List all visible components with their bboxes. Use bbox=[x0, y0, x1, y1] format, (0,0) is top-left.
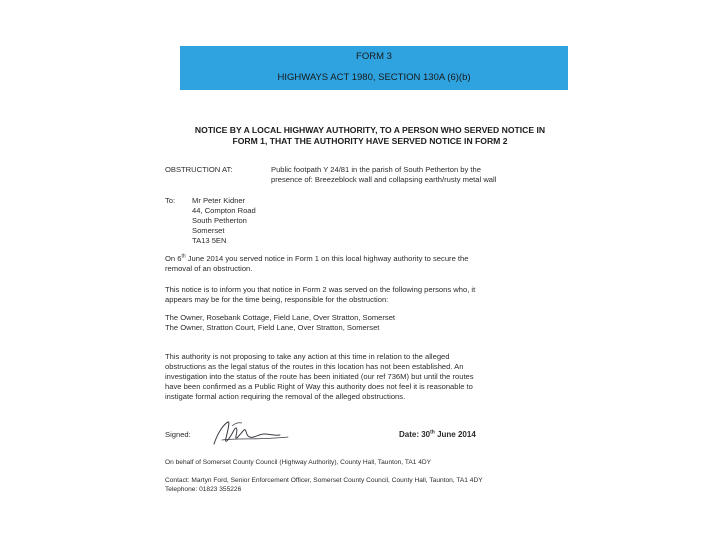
form-number: FORM 3 bbox=[356, 51, 392, 62]
address-line-1: Mr Peter Kidner bbox=[192, 196, 246, 205]
owner-line-1: The Owner, Rosebank Cottage, Field Lane, Over Stratton, Somerset bbox=[165, 313, 396, 322]
contact-telephone: Telephone: 01823 355226 bbox=[165, 486, 242, 493]
address-line-3: South Petherton bbox=[192, 216, 247, 225]
notice-heading bbox=[170, 125, 570, 147]
address-line-5: TA13 5EN bbox=[192, 236, 227, 245]
paragraph-3-line-5: instigate formal action requiring the removal of the alleged obstructions. bbox=[165, 392, 406, 401]
signed-label: Signed: bbox=[165, 430, 191, 439]
paragraph-3-line-4: have been confirmed as a Public Right of Way this authority does not feel it is reasonable to bbox=[165, 382, 473, 391]
paragraph-2-line-2: appears may be for the time being, responsible for the obstruction: bbox=[165, 295, 389, 304]
obstruction-line-1: Public footpath Y 24/81 in the parish of South Petherton by the bbox=[271, 165, 481, 174]
obstruction-line-2: presence of: Breezeblock wall and collapsing earth/rusty metal wall bbox=[271, 175, 497, 184]
obstruction-label: OBSTRUCTION AT: bbox=[165, 165, 233, 174]
contact-line-1: Contact: Martyn Ford, Senior Enforcement Officer, Somerset County Council, County Hall, Taunton, TA1 4DY bbox=[165, 477, 483, 484]
paragraph-1-line-2: removal of an obstruction. bbox=[165, 264, 253, 273]
signature-date: Date: 30th June 2014 bbox=[399, 429, 476, 439]
form-title-banner bbox=[180, 46, 568, 90]
address-line-2: 44, Compton Road bbox=[192, 206, 256, 215]
signature-image bbox=[208, 418, 298, 452]
on-behalf-of: On behalf of Somerset County Council (Highway Authority), County Hall, Taunton, TA1 4DY bbox=[165, 459, 432, 466]
paragraph-3-line-1: This authority is not proposing to take any action at this time in relation to the alleged bbox=[165, 352, 450, 361]
heading-line-1: NOTICE BY A LOCAL HIGHWAY AUTHORITY, TO A PERSON WHO SERVED NOTICE IN bbox=[194, 125, 546, 135]
to-label: To: bbox=[165, 196, 176, 205]
paragraph-1-line-1: On 6th June 2014 you served notice in Form 1 on this local highway authority to secure the bbox=[165, 253, 469, 263]
heading-line-2: FORM 1, THAT THE AUTHORITY HAVE SERVED NOTICE IN FORM 2 bbox=[232, 136, 508, 146]
paragraph-3-line-2: obstructions as the legal status of the routes in this location has not been established. An bbox=[165, 362, 464, 371]
address-line-4: Somerset bbox=[192, 226, 225, 235]
paragraph-3-line-3: investigation into the status of the route has been initiated (our ref 736M) but until the routes bbox=[165, 372, 474, 381]
owner-line-2: The Owner, Stratton Court, Field Lane, Over Stratton, Somerset bbox=[165, 323, 380, 332]
act-reference: HIGHWAYS ACT 1980, SECTION 130A (6)(b) bbox=[277, 72, 471, 83]
paragraph-2-line-1: This notice is to inform you that notice in Form 2 was served on the following persons who, it bbox=[165, 285, 476, 294]
